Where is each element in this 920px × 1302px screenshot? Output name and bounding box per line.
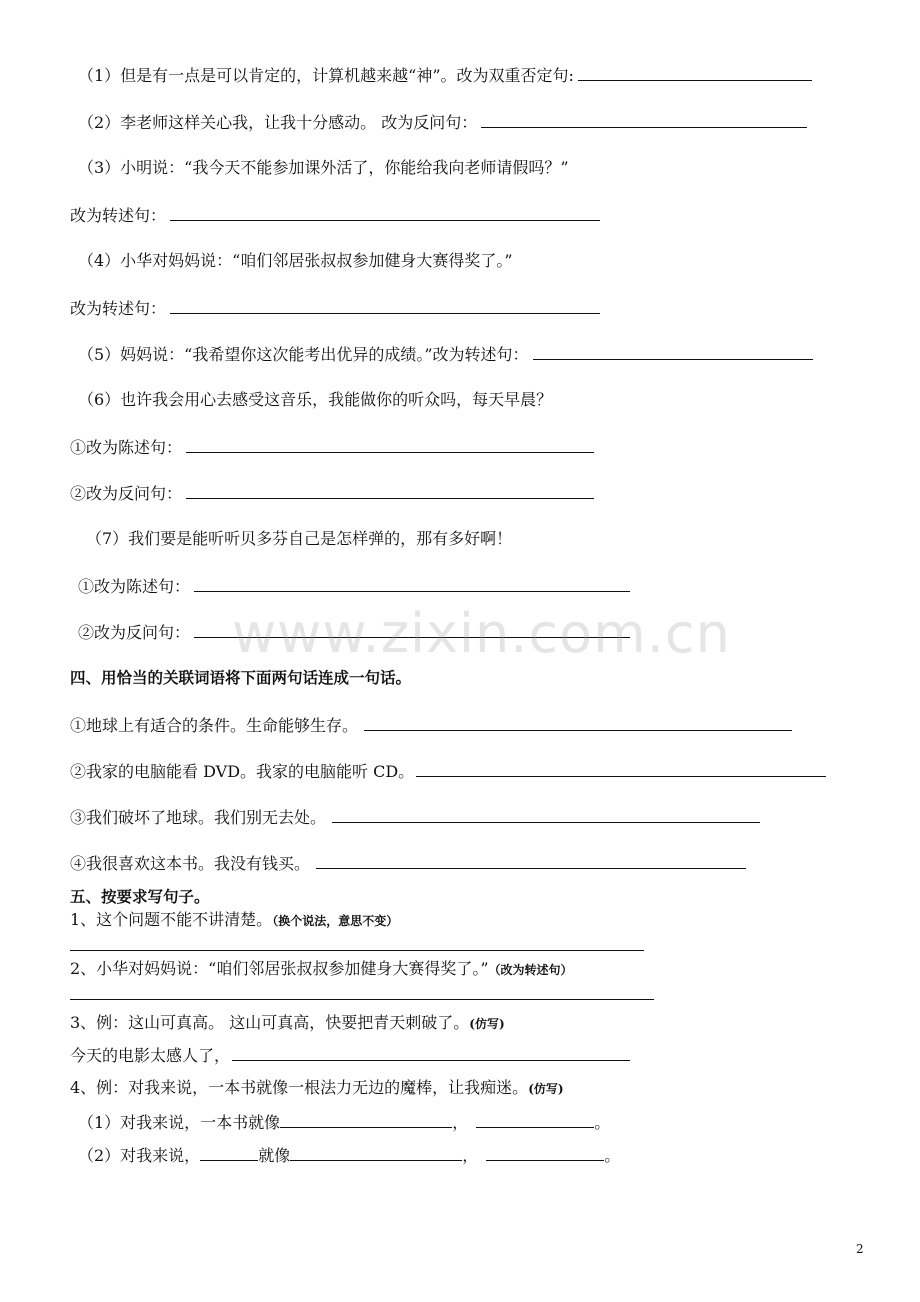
answer-blank[interactable] bbox=[290, 1144, 462, 1161]
question-3-text: （3）小明说：“我今天不能参加课外活了，你能给我向老师请假吗？” bbox=[78, 158, 569, 177]
question-1-text: （1）但是有一点是可以肯定的，计算机越来越“神”。改为双重否定句: bbox=[78, 66, 574, 85]
question-7-a-text: ①改为陈述句： bbox=[78, 577, 191, 596]
section-5-q2 bbox=[70, 958, 573, 981]
question-3 bbox=[78, 157, 569, 179]
question-4-task bbox=[70, 297, 600, 320]
question-4-text: （4）小华对妈妈说：“咱们邻居张叔叔参加健身大赛得奖了。” bbox=[78, 251, 513, 270]
question-3-task bbox=[70, 204, 600, 227]
task-text: （2）对我来说， bbox=[78, 1146, 201, 1165]
section-5-q1 bbox=[70, 909, 398, 932]
section-5-q3 bbox=[70, 1012, 505, 1035]
task-text: 今天的电影太感人了， bbox=[70, 1046, 231, 1065]
answer-line[interactable] bbox=[70, 999, 654, 1000]
question-2 bbox=[78, 111, 807, 134]
section-4-item-4 bbox=[70, 852, 746, 875]
question-6-a bbox=[70, 436, 594, 459]
question-7-text: （7）我们要是能听听贝多芬自己是怎样弹的，那有多好啊！ bbox=[86, 529, 513, 548]
question-2-text: （2）李老师这样关心我，让我十分感动。 改为反问句： bbox=[78, 113, 478, 132]
answer-blank[interactable] bbox=[578, 64, 812, 81]
question-5-text: （5）妈妈说：“我希望你这次能考出优异的成绩。”改为转述句： bbox=[78, 345, 529, 364]
section-5-q4-1 bbox=[78, 1111, 610, 1134]
answer-blank[interactable] bbox=[364, 714, 792, 731]
question-4 bbox=[78, 250, 513, 272]
instruction-note: (仿写) bbox=[528, 1082, 564, 1096]
item-text: ③我们破坏了地球。我们别无去处。 bbox=[70, 808, 327, 827]
answer-blank[interactable] bbox=[481, 111, 807, 128]
answer-blank[interactable] bbox=[186, 482, 594, 499]
answer-blank[interactable] bbox=[280, 1111, 452, 1128]
question-7-a bbox=[78, 575, 630, 598]
answer-blank[interactable] bbox=[170, 297, 600, 314]
answer-blank[interactable] bbox=[194, 575, 630, 592]
answer-blank[interactable] bbox=[232, 1044, 630, 1061]
question-3-task-text: 改为转述句： bbox=[70, 206, 167, 225]
question-6 bbox=[78, 389, 552, 411]
answer-line[interactable] bbox=[70, 950, 644, 951]
question-7-b-text: ②改为反问句： bbox=[78, 623, 191, 642]
question-4-task-text: 改为转述句： bbox=[70, 299, 167, 318]
question-6-a-text: ①改为陈述句： bbox=[70, 438, 183, 457]
question-text: 4、例：对我来说，一本书就像一根法力无边的魔棒，让我痴迷。 bbox=[70, 1078, 529, 1097]
question-6-b bbox=[70, 482, 594, 505]
question-6-b-text: ②改为反问句： bbox=[70, 484, 183, 503]
answer-blank[interactable] bbox=[200, 1144, 258, 1161]
item-text: ④我很喜欢这本书。我没有钱买。 bbox=[70, 854, 311, 873]
answer-blank[interactable] bbox=[416, 760, 826, 777]
instruction-note: （改为转述句） bbox=[488, 963, 573, 977]
item-text: ②我家的电脑能看 DVD。我家的电脑能听 CD。 bbox=[70, 762, 415, 781]
comma: ， bbox=[452, 1113, 469, 1132]
question-text: 1、这个问题不能不讲清楚。 bbox=[70, 910, 273, 929]
instruction-note: (仿写) bbox=[469, 1017, 505, 1031]
section-5-q3-task bbox=[70, 1044, 630, 1067]
item-text: ①地球上有适合的条件。生命能够生存。 bbox=[70, 716, 359, 735]
section-4-item-3 bbox=[70, 806, 760, 829]
answer-blank[interactable] bbox=[170, 204, 600, 221]
section-4-item-2 bbox=[70, 760, 826, 783]
page-number: 2 bbox=[856, 1242, 864, 1256]
answer-blank[interactable] bbox=[533, 343, 813, 360]
answer-blank[interactable] bbox=[486, 1144, 604, 1161]
watermark: www.zixin.com.cn bbox=[232, 602, 731, 665]
period: 。 bbox=[604, 1146, 621, 1165]
instruction-note: （换个说法，意思不变） bbox=[272, 914, 399, 928]
section-5-q4 bbox=[70, 1077, 564, 1100]
section-5-q4-2 bbox=[78, 1144, 620, 1167]
period: 。 bbox=[594, 1113, 611, 1132]
question-5 bbox=[78, 343, 813, 366]
answer-blank[interactable] bbox=[332, 806, 760, 823]
section-4-item-1 bbox=[70, 714, 792, 737]
question-1 bbox=[78, 64, 812, 87]
question-7 bbox=[86, 528, 512, 550]
task-text: （1）对我来说，一本书就像 bbox=[78, 1113, 281, 1132]
comma: ， bbox=[462, 1146, 479, 1165]
section-4-title: 四、用恰当的关联词语将下面两句话连成一句话。 bbox=[70, 669, 412, 687]
answer-blank[interactable] bbox=[476, 1111, 594, 1128]
question-text: 3、例：这山可真高。 这山可真高，快要把青天刺破了。 bbox=[70, 1013, 470, 1032]
task-text: 就像 bbox=[258, 1146, 291, 1165]
section-5-title: 五、按要求写句子。 bbox=[70, 888, 210, 906]
answer-blank[interactable] bbox=[186, 436, 594, 453]
answer-blank[interactable] bbox=[316, 852, 746, 869]
question-6-text: （6）也许我会用心去感受这音乐，我能做你的听众吗，每天早晨？ bbox=[78, 390, 553, 409]
question-text: 2、小华对妈妈说：“咱们邻居张叔叔参加健身大赛得奖了。” bbox=[70, 959, 489, 978]
